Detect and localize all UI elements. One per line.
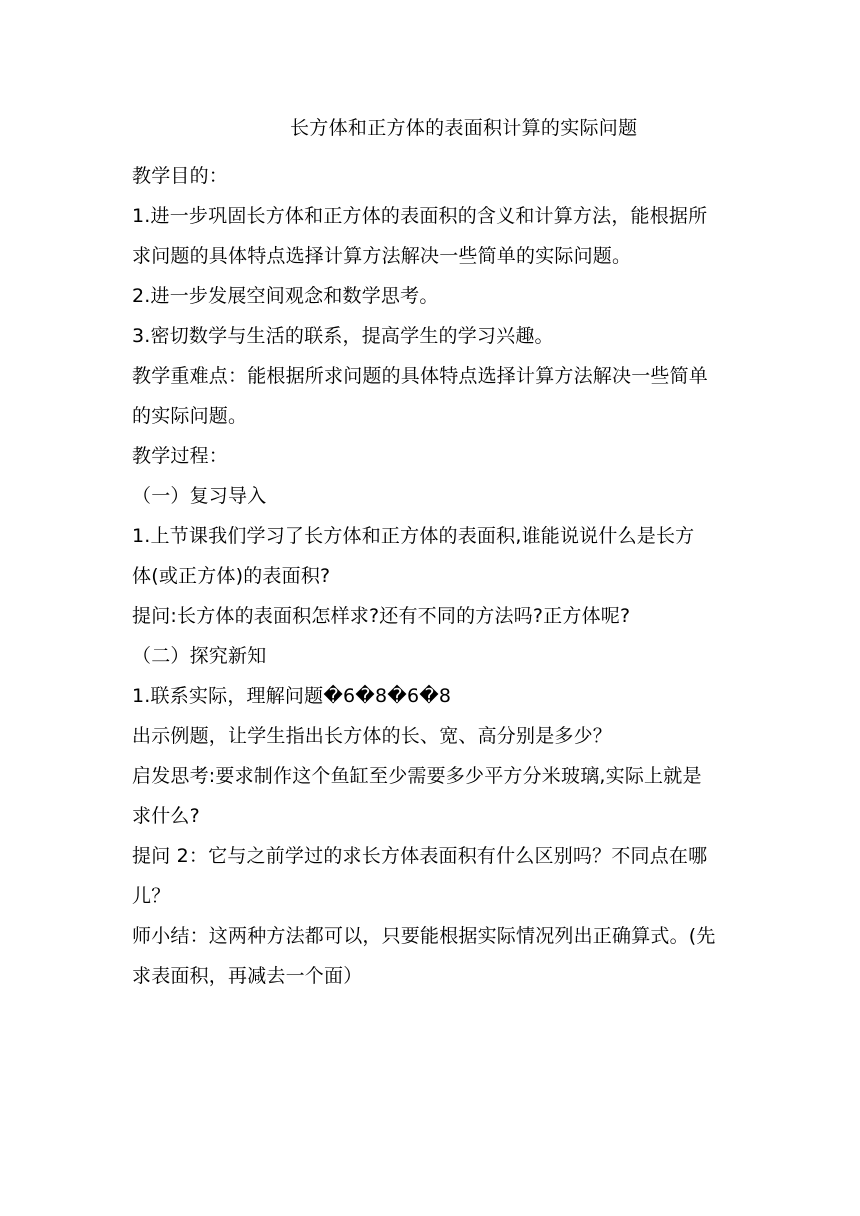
paragraph-line: 2.进一步发展空间观念和数学思考。: [132, 285, 439, 307]
paragraph-line: 师小结：这两种方法都可以，只要能根据实际情况列出正确算式。(先: [132, 925, 716, 947]
paragraph-line: 教学过程：: [132, 445, 229, 467]
paragraph-line: 启发思考:要求制作这个鱼缸至少需要多少平方分米玻璃,实际上就是: [132, 765, 702, 787]
paragraph-line: 求什么?: [132, 805, 200, 827]
paragraph-line: 求表面积，再减去一个面）: [132, 965, 363, 987]
paragraph-line: 求问题的具体特点选择计算方法解决一些简单的实际问题。: [132, 245, 632, 267]
paragraph-line: 的实际问题。: [132, 405, 248, 427]
paragraph-line: 教学目的：: [132, 165, 229, 187]
paragraph-line: （二）探究新知: [132, 645, 267, 667]
paragraph-line: 提问:长方体的表面积怎样求?还有不同的方法吗?正方体呢?: [132, 605, 631, 627]
paragraph-line: 教学重难点：能根据所求问题的具体特点选择计算方法解决一些简单: [132, 365, 709, 387]
paragraph-line: 1.联系实际，理解问题�6�8�6�8: [132, 685, 452, 707]
paragraph-line: 体(或正方体)的表面积?: [132, 565, 331, 587]
paragraph-line: 出示例题，让学生指出长方体的长、宽、高分别是多少？: [132, 725, 613, 747]
paragraph-line: 1.上节课我们学习了长方体和正方体的表面积,谁能说说什么是长方: [132, 525, 695, 547]
paragraph-line: 1.进一步巩固长方体和正方体的表面积的含义和计算方法，能根据所: [132, 205, 708, 227]
paragraph-line: （一）复习导入: [132, 485, 267, 507]
paragraph-line: 提问 2：它与之前学过的求长方体表面积有什么区别吗？不同点在哪: [132, 845, 708, 867]
paragraph-line: 3.密切数学与生活的联系，提高学生的学习兴趣。: [132, 325, 554, 347]
paragraph-line: 儿？: [132, 885, 171, 907]
document-title: 长方体和正方体的表面积计算的实际问题: [290, 117, 638, 139]
document-body: [132, 156, 732, 996]
